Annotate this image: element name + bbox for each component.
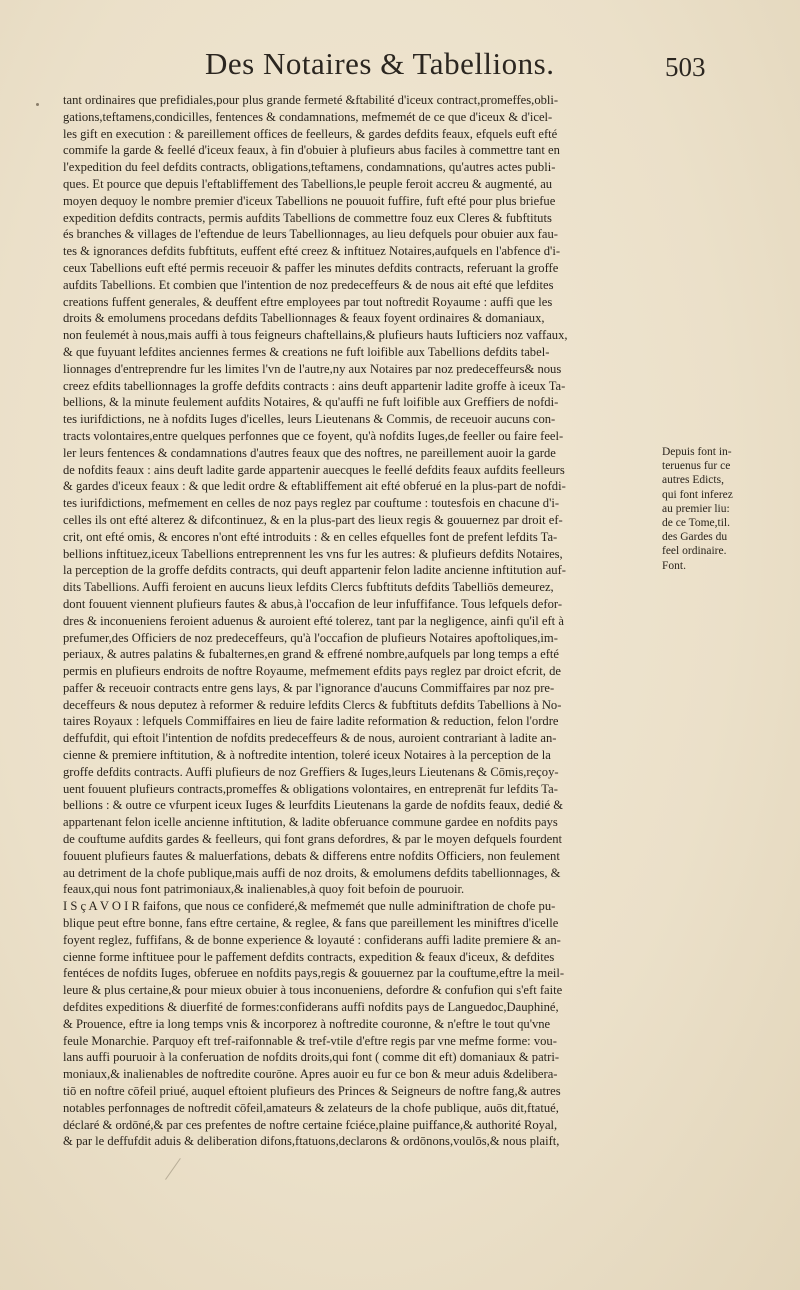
text-line: notables perfonnages de noftredit cōfeil,amateurs & zelateurs de la chofe publique, auōs dit,ftatué, — [63, 1100, 559, 1115]
text-line: la perception de la groffe defdits contracts, qui deuft appartenir felon ladite ancienne inftitution auf- — [63, 563, 566, 578]
text-line: taires Royaux : lefquels Commiffaires en lieu de faire ladite reformation & reduction, felon l'ordre — [63, 714, 559, 729]
page-number: 503 — [665, 52, 706, 82]
text-line: tes iurifdictions, ne à nofdits Iuges d'icelles, leurs Lieutenans & Commis, de receuoir aucuns con- — [63, 412, 556, 427]
text-line: dits Tabellions. Auffi feroient en aucuns lieux lefdits Clercs fubftituts defdits Tabelliōs demeurez, — [63, 580, 554, 595]
text-line: & que fuyuant lefdites anciennes fermes & creations ne fuft loifible aux Tabellions defdits tabel- — [63, 344, 550, 359]
text-line: lans auffi pouruoir à la conferuation de nofdits droits,qui font ( comme dit eft) domaniaux & patri- — [63, 1050, 560, 1065]
text-line: permis en plufieurs endroits de noftre Royaume, mefmement efdits pays reglez par droict efcrit, de — [63, 664, 561, 679]
margin-note-line: teruenus fur ce — [662, 460, 731, 473]
margin-note-line: Font. — [662, 559, 686, 572]
text-line: tes iurifdictions, mefmement en celles de noz pays reglez par couftume : toutesfois en chacune d'i- — [63, 496, 560, 511]
pen-stroke-mark — [165, 1158, 181, 1180]
text-line: au detriment de la chofe publique,mais auffi de noz droits, & emolumens defdits tabellionnages, & — [63, 865, 561, 880]
text-line: blique peut eftre bonne, fans eftre certaine, & reglee, & fans que pareillement les miniftres d'icelle — [63, 916, 559, 931]
text-line: de couftume aufdits gardes & feelleurs, qui font grans defordres, & par le moyen defquels fourdent — [63, 832, 563, 847]
text-line: gations,teftamens,condicilles, fentences & condamnations, mefmemét de ce que d'iceux & d'icel- — [63, 109, 553, 124]
text-line: deceffeurs & nous deputez à reformer & reduire lefdits Clercs & fubftituts defdits Tabellions à No- — [63, 697, 562, 712]
text-line: de nofdits feaux : ains deuft ladite garde appartenir auecques le feellé defdits feaux aufdits feelleurs — [63, 462, 565, 477]
margin-note-line: qui font inferez — [662, 488, 733, 501]
text-line: fouuent plufieurs fautes & maluerfations, debats & differens entre nofdits Officiers, non feulement — [63, 848, 560, 863]
text-line: celles ils ont efté alterez & difcontinuez, & en la plus-part des lieux regis & gouuernez par droit ef- — [63, 512, 563, 527]
text-line: creations fuffent generales, & deuffent eftre employees par tout noftredit Royaume : auffi que les — [63, 294, 553, 309]
text-line: bellions inftituez,iceux Tabellions entreprennent les vns fur les autres: & plufieurs defdits Notaires, — [63, 546, 563, 561]
text-line: tracts volontaires,entre quelques perfonnes que ce foyent, qu'à nofdits Iuges,de feeller ou faire feel- — [63, 428, 564, 443]
text-line: cienne & premiere inftitution, & à noftredite intention, toleré iceux Notaires à la perception de la — [63, 748, 551, 763]
text-line: groffe defdits contracts. Auffi plufieurs de noz Greffiers & Iuges,leurs Lieutenans & Cōmis,reçoy- — [63, 764, 559, 779]
margin-note-line: Depuis font in- — [662, 446, 732, 458]
page-header — [0, 46, 800, 86]
text-line: aufdits Tabellions. Et combien que l'intention de noz predeceffeurs & de nous ait efté que lefdites — [63, 277, 554, 292]
text-line: non feulemét à nous,mais auffi à tous feigneurs chaftellains,& plufieurs hauts Iufticiers noz vaffaux, — [63, 328, 568, 343]
text-line: tiō en noftre cōfeil priué, auquel eftoient plufieurs des Princes & Seigneurs de noftre fang,& autres — [63, 1084, 561, 1099]
running-title: Des Notaires & Tabellions. — [205, 46, 555, 81]
margin-note-line: des Gardes du — [662, 531, 728, 544]
text-line: commife la garde & feellé d'iceux feaux, à fin d'obuier à plufieurs abus faciles à commettre tant en — [63, 143, 560, 158]
text-line: uent fouuent plufieurs contracts,promeffes & obligations volontaires, en entreprenāt fur lefdits Ta- — [63, 781, 558, 796]
text-line: déclaré & ordōné,& par ces prefentes de noftre certaine fciéce,plaine puiffance,& authorité Royal, — [63, 1117, 558, 1132]
text-line: & par le deffufdit aduis & deliberation difons,ftatuons,declarons & ordōnons,voulōs,& nous plaift, — [63, 1134, 560, 1149]
text-line: fentéces de nofdits Iuges, obferuee en nofdits pays,regis & gouuernez par la couftume,eftre la meil- — [63, 966, 565, 981]
text-line: ler leurs fentences & condamnations d'autres feaux que des noftres, ne pareillement auoir la garde — [63, 445, 556, 460]
text-line: tant ordinaires que prefidiales,pour plus grande fermeté &ftabilité d'iceux contract,promeffes,obli- — [63, 93, 559, 107]
text-line: bellions : & outre ce vfurpent iceux Iuges & leurfdits Lieutenans la garde de nofdits feaux, dedié & — [63, 798, 564, 813]
text-line: l'expedition du feel defdits contracts, obligations,teftamens, condamnations, qu'autres actes publi- — [63, 160, 556, 175]
text-line: creez efdits tabellionnages la groffe defdits contracts : ains deuft appartenir ladite groffe à iceux Ta- — [63, 378, 566, 393]
text-line: periaux, & autres palatins & fubalternes,en grand & effrené nombre,aufquels par long temps a efté — [63, 647, 559, 662]
text-line: deffufdit, qui eftoit l'intention de nofdits predeceffeurs & de nous, auroient contrariant à ladite an- — [63, 731, 557, 746]
margin-note-line: feel ordinaire. — [662, 545, 727, 558]
text-line: foyent reglez, fuffifans, & de bonne experience & loyauté : confiderans auffi ladite premiere & an- — [63, 932, 561, 947]
text-line: dres & inconueniens feroient aduenus & auroient efté tolerez, tant par la negligence, ainfi qu'il eft à — [63, 613, 564, 628]
text-line: feule Monarchie. Parquoy eft tref-raifonnable & tref-vtile d'eftre regis par vne mefme forme: vou- — [63, 1033, 557, 1048]
text-line: ceux Tabellions euft efté permis receuoir & paffer les minutes defdits contracts, referuant la groffe — [63, 260, 559, 275]
text-line: leure & plus certaine,& pour mieux obuier à tous inconueniens, defordre & confufion qui s'eft faite — [63, 983, 563, 998]
text-line: moniaux,& inalienables de noftredite courōne. Apres auoir eu fur ce bon & meur aduis &delibera- — [63, 1067, 558, 1082]
print-speck — [36, 103, 39, 106]
text-line: ques. Et pource que depuis l'eftabliffement des Tabellions,le peuple feroit accreu & augmenté, au — [63, 176, 553, 191]
text-line: moyen dequoy le nombre premier d'iceux Tabellions ne pouuoit fuffire, fuft efté pour plus briefue — [63, 193, 556, 208]
text-line: dont fouuent viennent plufieurs fautes & abus,à l'occafion de leur infuffifance. Tous lefquels defor- — [63, 596, 563, 611]
text-line: & gardes d'iceux feaux : & que ledit ordre & eftabliffement ait efté obferué en la plus-part de nofdi- — [63, 479, 566, 494]
text-line: & Prouence, eftre ia long temps vnis & incorporez à noftredite couronne, & n'eftre le tout qu'vne — [63, 1016, 551, 1031]
text-line: crit, ont efté omis, & encores n'ont efté introduits : & en celles efquelles font de prefent lefdits Ta- — [63, 529, 558, 544]
margin-note-line: autres Edicts, — [662, 474, 724, 487]
margin-note — [662, 445, 792, 573]
body-text — [63, 92, 659, 1150]
text-line: és branches & villages de l'eftendue de leurs Tabellionnages, au lieu defquels pour obuier aux fau- — [63, 227, 558, 242]
text-line: prefumer,des Officiers de noz predeceffeurs, qu'à l'occafion de plufieurs Notaires apoftoliques,im- — [63, 630, 558, 645]
text-line: tes & ignorances defdits fubftituts, euffent efté creez & inftituez Notaires,aufquels en l'abfence d'i- — [63, 244, 561, 259]
text-line: droits & emolumens procedans defdits Tabellionnages & feaux foyent ordinaires & domaniaux, — [63, 311, 545, 326]
text-line: feaux,qui nous font patrimoniaux,& inalienables,à quoy foit befoin de pouruoir. — [63, 882, 465, 897]
text-line: les gift en execution : & pareillement offices de feelleurs, & gardes defdits feaux, efquels euft efté — [63, 126, 558, 141]
text-line: expedition defdits contracts, permis aufdits Tabellions de commettre fouz eux Cleres & fubftituts — [63, 210, 552, 225]
text-line: I S ç A V O I R faifons, que nous ce confideré,& mefmemét que nulle adminiftration de chofe pu- — [63, 899, 556, 914]
text-line: paffer & receuoir contracts entre gens lays, & par l'ignorance d'aucuns Commiffaires par noz pre- — [63, 680, 555, 695]
text-line: cienne forme inftituee pour le paffement defdits contracts, expedition & feaux d'iceux, & defdites — [63, 949, 555, 964]
margin-note-line: de ce Tome,til. — [662, 517, 730, 530]
text-line: defdites expeditions & diuerfité de formes:confiderans auffi nofdits pays de Languedoc,Dauphiné, — [63, 1000, 559, 1015]
text-line: appartenant felon icelle ancienne inftitution, & ladite obferuance commune gardee en nofdits pays — [63, 815, 558, 830]
margin-note-line: au premier liu: — [662, 502, 730, 515]
text-line: bellions, & la minute feulement aufdits Notaires, & qu'auffi ne fuft loifible aux Greffiers de nofdi- — [63, 395, 559, 410]
text-line: lionnages d'entreprendre fur les limites l'vn de l'autre,ny aux Notaires par noz predeceffeurs& nous — [63, 361, 562, 376]
